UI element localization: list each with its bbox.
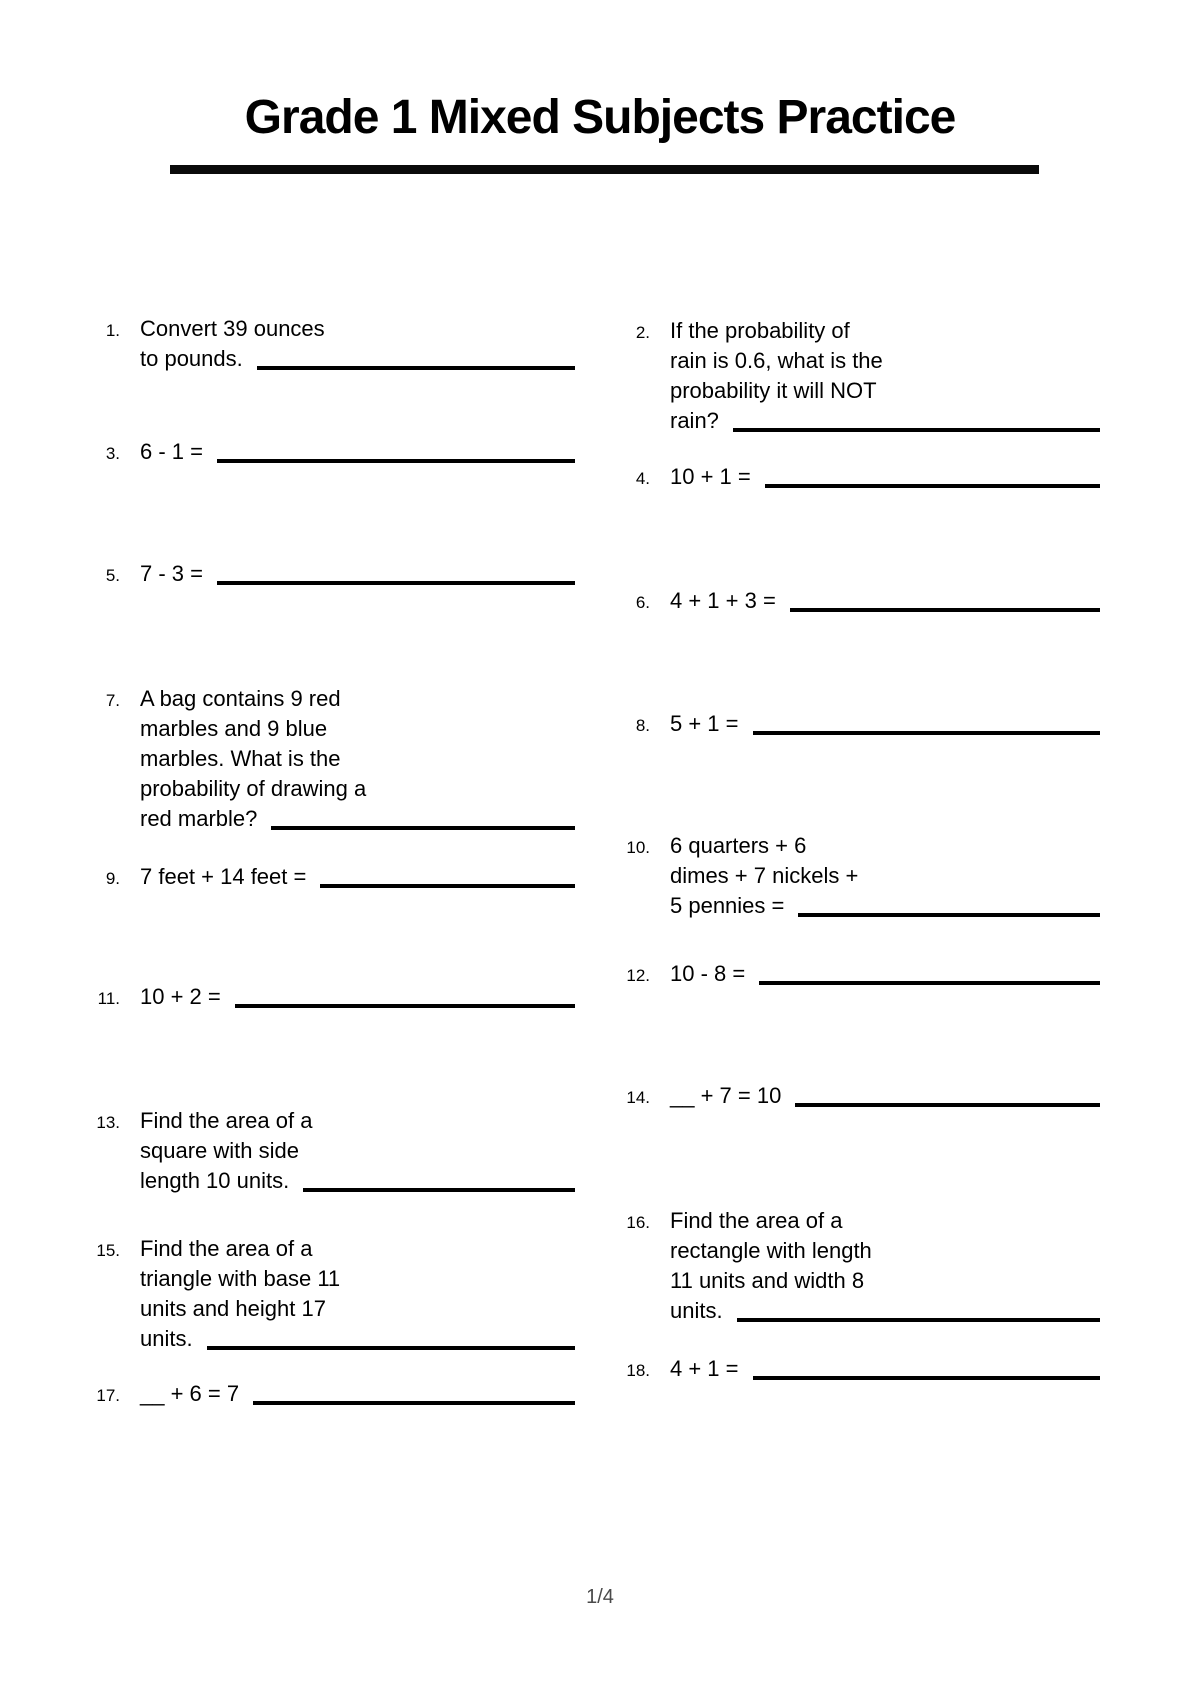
question-line: probability it will NOT — [670, 378, 877, 403]
answer-line[interactable] — [753, 731, 1100, 735]
question-9 — [85, 862, 575, 894]
question-line: 11 units and width 8 — [670, 1268, 865, 1293]
question-line: rain is 0.6, what is the — [670, 348, 883, 373]
question-number: 4. — [635, 469, 650, 488]
question-line: 5 + 1 = — [670, 711, 739, 736]
question-text — [140, 1234, 575, 1354]
question-15 — [85, 1234, 575, 1354]
question-line: 5 pennies = — [670, 893, 785, 918]
question-13 — [85, 1106, 575, 1196]
question-number: 17. — [96, 1386, 120, 1405]
question-14 — [615, 1081, 1100, 1113]
question-line: units. — [140, 1326, 193, 1351]
answer-line[interactable] — [798, 913, 1100, 917]
question-line: square with side — [140, 1138, 299, 1163]
question-line: units and height 17 — [140, 1296, 326, 1321]
question-text — [670, 709, 1100, 739]
question-line: 10 - 8 = — [670, 961, 746, 986]
question-text — [140, 1106, 575, 1196]
question-text — [140, 862, 575, 892]
question-number: 18. — [626, 1361, 650, 1380]
question-text — [670, 462, 1100, 492]
question-18 — [615, 1354, 1100, 1386]
question-line: __ + 7 = 10 — [670, 1083, 782, 1108]
question-line: units. — [670, 1298, 723, 1323]
question-line: __ + 6 = 7 — [140, 1381, 240, 1406]
question-17 — [85, 1379, 575, 1411]
question-line: Find the area of a — [670, 1208, 843, 1233]
answer-line[interactable] — [253, 1401, 575, 1405]
question-line: rectangle with length — [670, 1238, 872, 1263]
page-number: 1/4 — [586, 1586, 614, 1608]
answer-line[interactable] — [217, 459, 575, 463]
question-line: to pounds. — [140, 346, 243, 371]
question-line: marbles. What is the — [140, 746, 341, 771]
question-number: 1. — [105, 321, 120, 340]
answer-line[interactable] — [207, 1346, 575, 1350]
question-11 — [85, 982, 575, 1014]
question-number: 9. — [105, 869, 120, 888]
question-line: 4 + 1 = — [670, 1356, 739, 1381]
question-text — [140, 559, 575, 589]
question-line: A bag contains 9 red — [140, 686, 341, 711]
question-line: triangle with base 11 — [140, 1266, 341, 1291]
answer-line[interactable] — [733, 428, 1100, 432]
answer-line[interactable] — [795, 1103, 1100, 1107]
answer-line[interactable] — [790, 608, 1100, 612]
title-rule — [170, 165, 1039, 174]
question-line: red marble? — [140, 806, 258, 831]
question-8 — [615, 709, 1100, 741]
question-number: 14. — [626, 1088, 650, 1107]
question-5 — [85, 559, 575, 591]
question-line: marbles and 9 blue — [140, 716, 328, 741]
question-number: 11. — [97, 989, 120, 1008]
question-line: 7 feet + 14 feet = — [140, 864, 307, 889]
question-text — [140, 314, 575, 374]
question-number: 7. — [105, 691, 120, 710]
question-line: Find the area of a — [140, 1108, 313, 1133]
question-line: 6 - 1 = — [140, 439, 203, 464]
question-number: 8. — [635, 716, 650, 735]
question-text — [670, 1354, 1100, 1384]
question-12 — [615, 959, 1100, 991]
question-line: rain? — [670, 408, 719, 433]
question-line: If the probability of — [670, 318, 850, 343]
question-text — [670, 1081, 1100, 1111]
question-number: 15. — [96, 1241, 120, 1260]
question-2 — [615, 316, 1100, 436]
answer-line[interactable] — [271, 826, 575, 830]
question-line: 7 - 3 = — [140, 561, 203, 586]
question-3 — [85, 437, 575, 469]
answer-line[interactable] — [235, 1004, 575, 1008]
question-number: 5. — [105, 566, 120, 585]
question-text — [140, 982, 575, 1012]
question-1 — [85, 314, 575, 374]
question-4 — [615, 462, 1100, 494]
answer-line[interactable] — [753, 1376, 1100, 1380]
answer-line[interactable] — [217, 581, 575, 585]
question-line: 10 + 2 = — [140, 984, 221, 1009]
question-line: Find the area of a — [140, 1236, 313, 1261]
question-line: 10 + 1 = — [670, 464, 751, 489]
question-number: 12. — [626, 966, 650, 985]
question-text — [670, 316, 1100, 436]
question-7 — [85, 684, 575, 834]
question-text — [140, 1379, 575, 1409]
question-text — [670, 831, 1100, 921]
question-line: 4 + 1 + 3 = — [670, 588, 776, 613]
question-line: dimes + 7 nickels + — [670, 863, 859, 888]
question-text — [140, 684, 575, 834]
question-number: 16. — [626, 1213, 650, 1232]
answer-line[interactable] — [257, 366, 575, 370]
question-number: 2. — [635, 323, 650, 342]
answer-line[interactable] — [759, 981, 1100, 985]
answer-line[interactable] — [320, 884, 575, 888]
question-number: 3. — [105, 444, 120, 463]
question-number: 6. — [635, 593, 650, 612]
question-10 — [615, 831, 1100, 921]
answer-line[interactable] — [737, 1318, 1100, 1322]
question-number: 10. — [626, 838, 650, 857]
question-number: 13. — [96, 1113, 120, 1132]
answer-line[interactable] — [765, 484, 1100, 488]
question-text — [140, 437, 575, 467]
question-line: probability of drawing a — [140, 776, 367, 801]
question-16 — [615, 1206, 1100, 1326]
question-text — [670, 586, 1100, 616]
question-line: 6 quarters + 6 — [670, 833, 807, 858]
question-6 — [615, 586, 1100, 618]
question-line: Convert 39 ounces — [140, 316, 325, 341]
question-text — [670, 1206, 1100, 1326]
answer-line[interactable] — [303, 1188, 575, 1192]
question-line: length 10 units. — [140, 1168, 290, 1193]
page-title: Grade 1 Mixed Subjects Practice — [244, 91, 956, 144]
question-text — [670, 959, 1100, 989]
